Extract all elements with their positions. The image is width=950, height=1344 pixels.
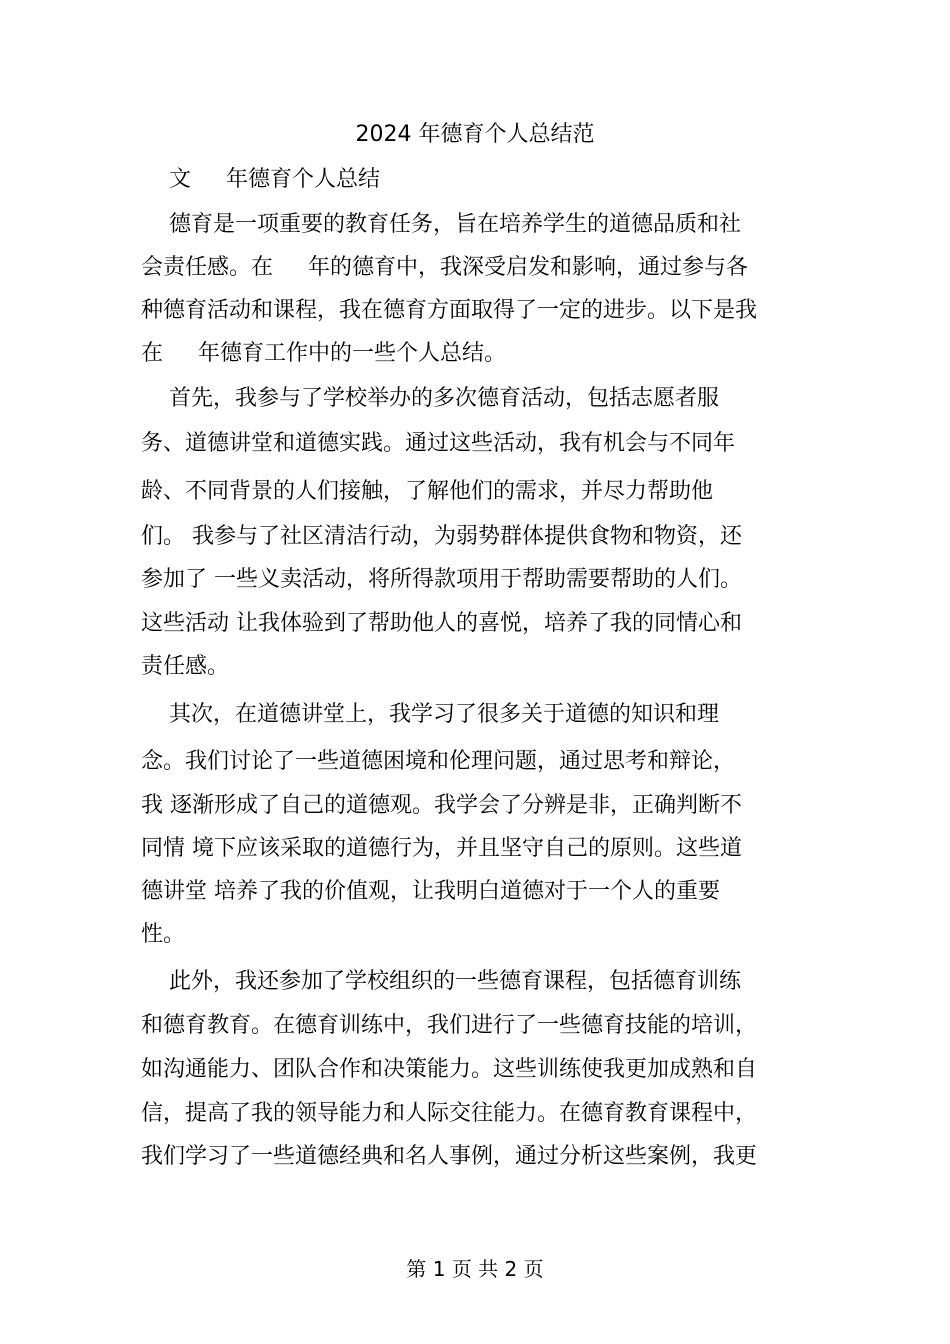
text-line-8: 龄、不同背景的人们接触，了解他们的需求，并尽力帮助他	[141, 479, 714, 504]
text-line-15: 我 逐渐形成了自己的道德观。我学会了分辨是非，正确判断不	[141, 793, 742, 818]
text-line-22: 信，提高了我的领导能力和人际交往能力。在德育教育课程中，	[141, 1101, 758, 1126]
text-line-3: 会责任感。在 年的德育中，我深受启发和影响，通过参与各	[141, 255, 748, 280]
text-line-20: 和德育教育。在德育训练中，我们进行了一些德育技能的培训，	[141, 1013, 758, 1038]
text-line-10: 参加了 一些义卖活动，将所得款项用于帮助需要帮助的人们。	[141, 567, 742, 592]
text-line-14: 念。我们讨论了一些道德困境和伦理问题，通过思考和辩论，	[141, 749, 736, 774]
text-line-7: 务、道德讲堂和道德实践。通过这些活动，我有机会与不同年	[141, 431, 736, 456]
text-line-5: 在 年德育工作中的一些个人总结。	[141, 341, 506, 366]
document-title: 2024 年德育个人总结范	[355, 122, 595, 147]
page-number-footer: 第 1 页 共 2 页	[406, 1257, 544, 1281]
text-line-17: 德讲堂 培养了我的价值观，让我明白道德对于一个人的重要	[141, 879, 720, 904]
text-line-18: 性。	[141, 922, 186, 947]
text-line-16: 同情 境下应该采取的道德行为，并且坚守自己的原则。这些道	[141, 836, 742, 861]
text-line-12: 责任感。	[141, 654, 230, 679]
text-line-11: 这些活动 让我体验到了帮助他人的喜悦，培养了我的同情心和	[141, 611, 742, 636]
text-line-21: 如沟通能力、团队合作和决策能力。这些训练使我更加成熟和自	[141, 1057, 758, 1082]
text-line-4: 种德育活动和课程，我在德育方面取得了一定的进步。以下是我	[141, 298, 758, 323]
text-line-2: 德育是一项重要的教育任务，旨在培养学生的道德品质和社	[141, 212, 741, 237]
text-line-13: 其次，在道德讲堂上，我学习了很多关于道德的知识和理	[141, 702, 719, 727]
text-line-19: 此外，我还参加了学校组织的一些德育课程，包括德育训练	[141, 969, 741, 994]
text-line-23: 我们学习了一些道德经典和名人事例，通过分析这些案例，我更	[141, 1144, 758, 1169]
text-line-6: 首先，我参与了学校举办的多次德育活动，包括志愿者服	[141, 386, 719, 411]
text-line-9: 们。 我参与了社区清洁行动，为弱势群体提供食物和物资，还	[141, 524, 742, 549]
text-line-1: 文 年德育个人总结	[141, 167, 380, 192]
